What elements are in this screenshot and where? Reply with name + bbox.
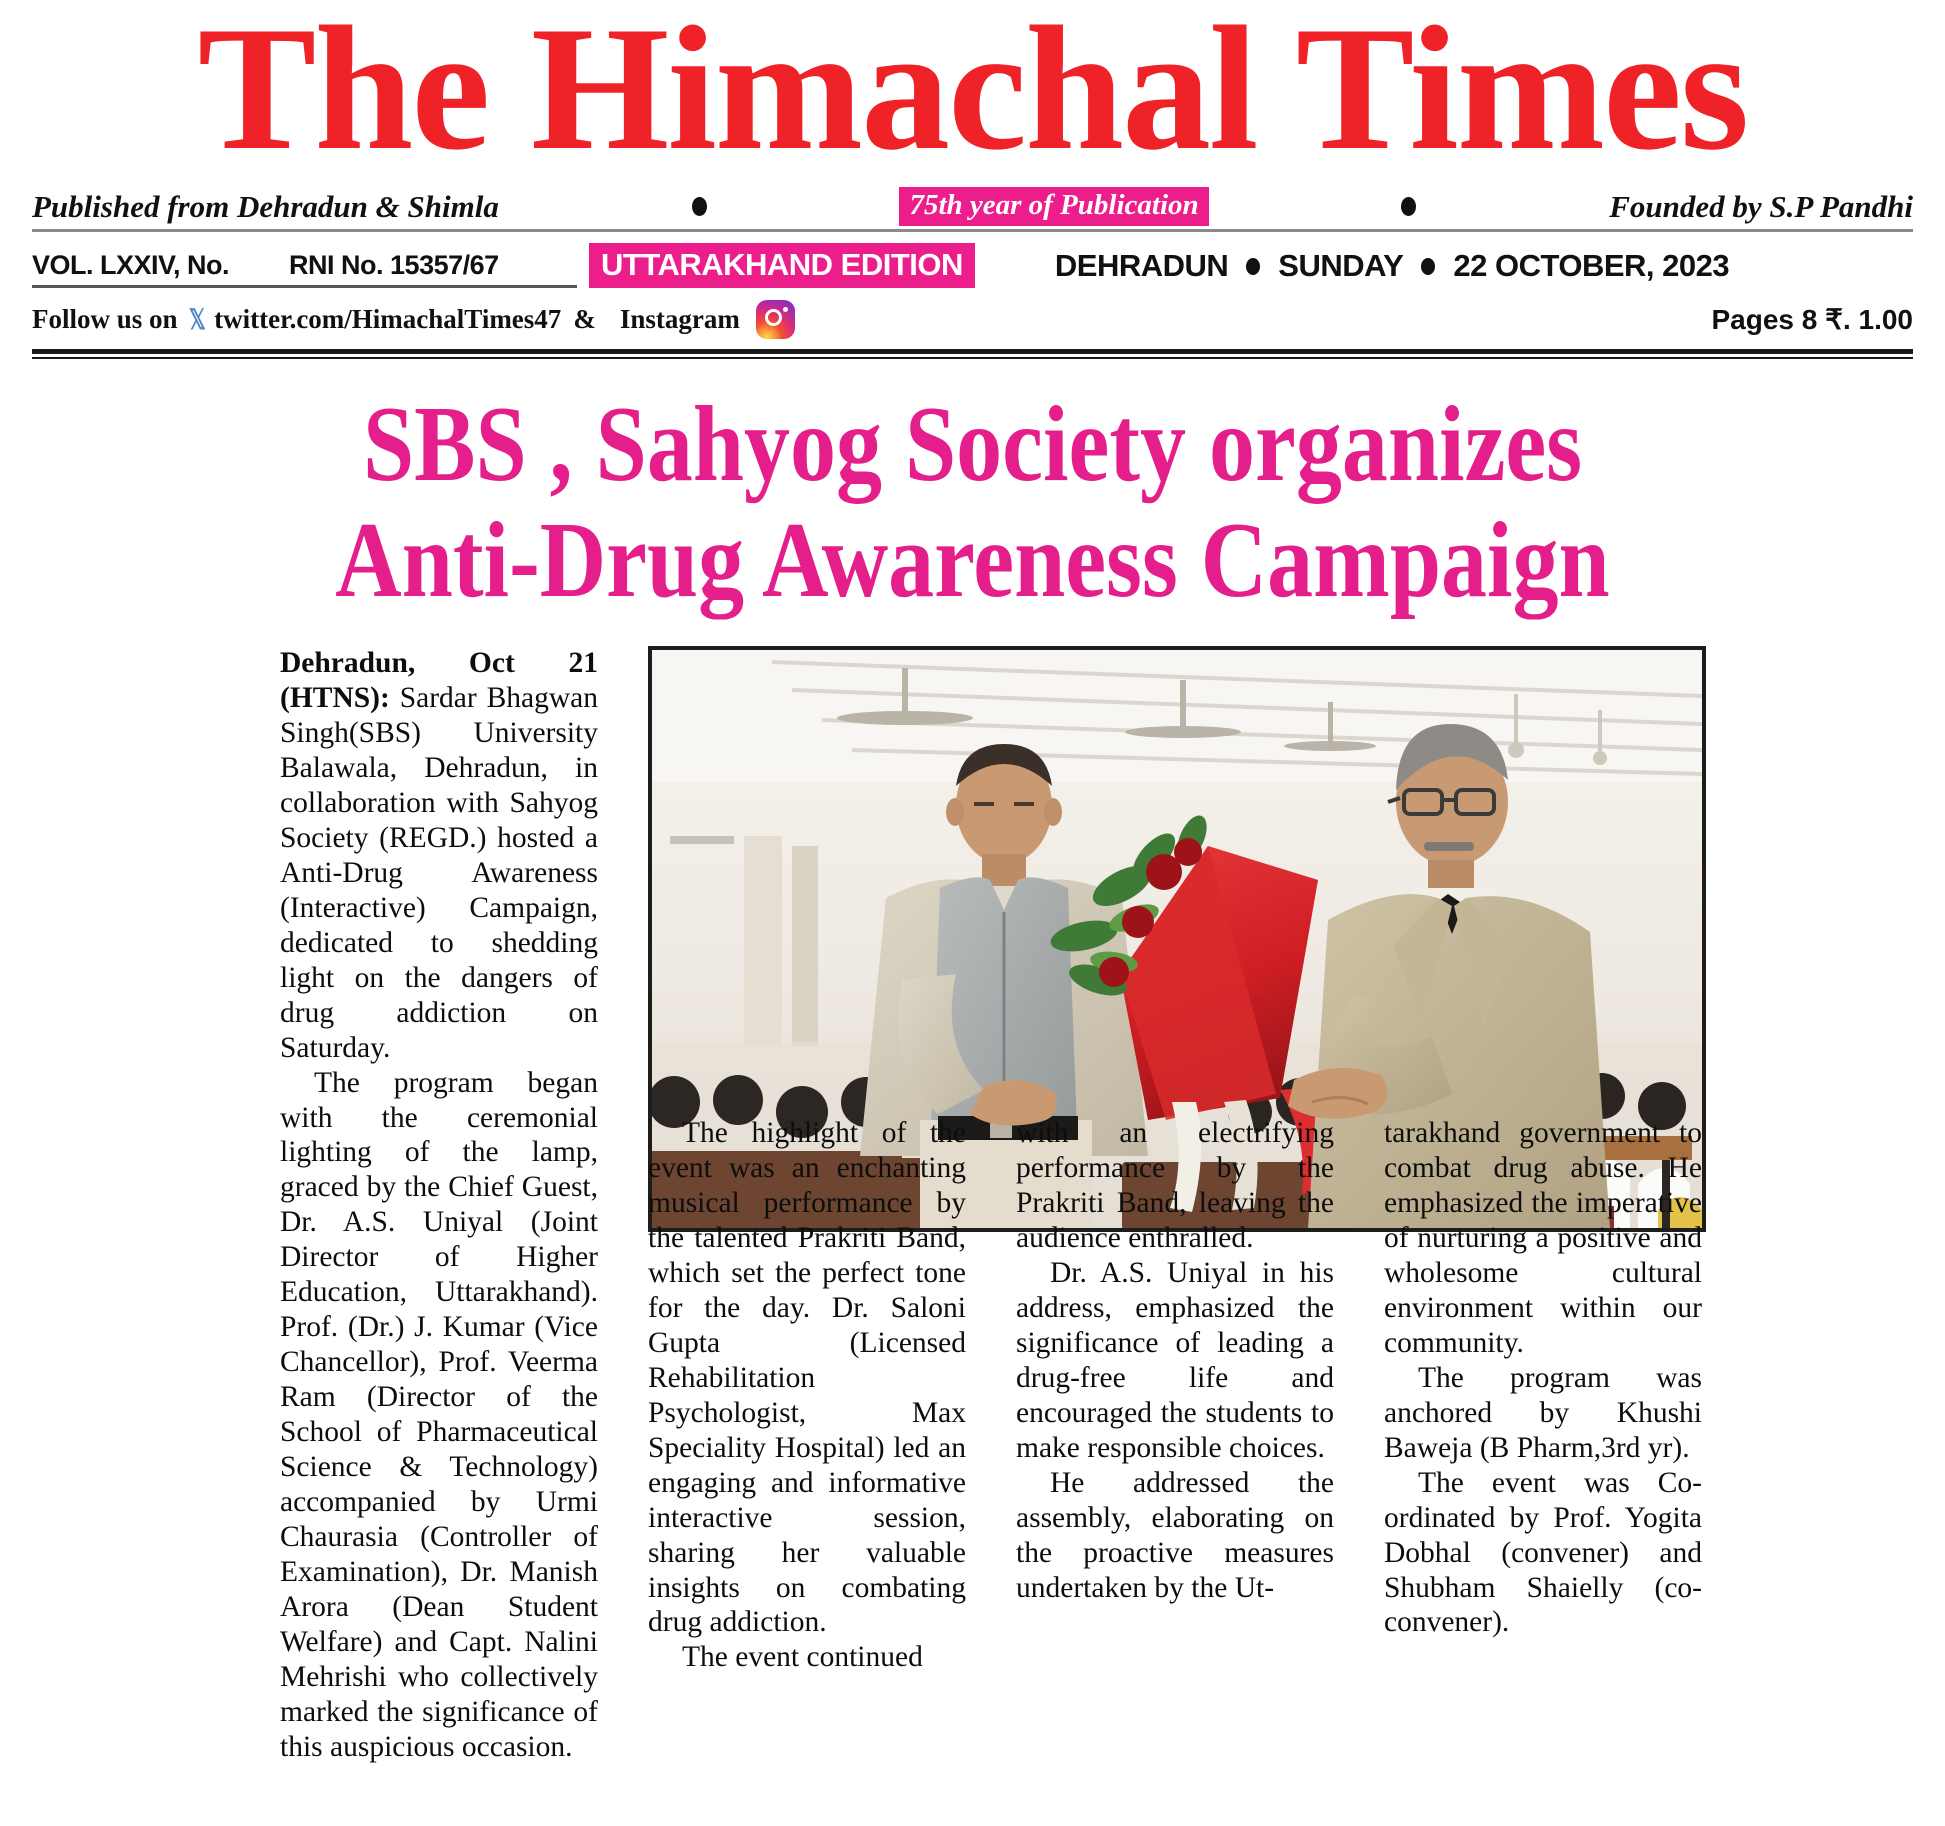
social-links-group xyxy=(32,300,795,339)
article-paragraph: The event continued xyxy=(682,1641,923,1674)
founder-label: Founded by S.P Pandhi xyxy=(1609,188,1913,224)
article-column-2 xyxy=(648,1116,966,1675)
pages-and-price: Pages 8 ₹. 1.00 xyxy=(1711,304,1913,336)
headline-line-1: SBS , Sahyog Society organizes xyxy=(362,383,1583,504)
bullet-separator-icon xyxy=(1246,258,1260,275)
article-paragraph: He addressed the assembly, elaborating on the proactive measures undertaken by the Ut- xyxy=(1016,1466,1334,1604)
follow-us-label: Follow us on xyxy=(32,304,178,335)
published-from-label: Published from Dehradun & Shimla xyxy=(32,188,499,224)
dateline xyxy=(1055,248,1729,288)
article-paragraph: Dr. A.S. Uniyal in his address, emphasized the significance of leading a drug-free life and encouraged the students to make responsible choices. xyxy=(1016,1256,1334,1464)
ampersand-separator: & xyxy=(573,304,596,335)
anniversary-badge: 75th year of Publication xyxy=(899,187,1208,226)
dateline-city: DEHRADUN xyxy=(1054,248,1229,284)
bullet-separator-icon xyxy=(692,197,707,216)
volume-number: VOL. LXXIV, No. xyxy=(32,250,230,281)
masthead-divider-thick xyxy=(32,349,1913,354)
article-column-4 xyxy=(1384,1116,1702,1640)
masthead-divider-thin xyxy=(32,357,1913,359)
social-follow-row xyxy=(32,300,1913,339)
article-column-1 xyxy=(280,646,598,1765)
edition-badge: UTTARAKHAND EDITION xyxy=(589,243,975,288)
dateline-date: 22 OCTOBER, 2023 xyxy=(1453,248,1730,284)
article-paragraph xyxy=(280,646,598,1065)
article-column-3 xyxy=(1016,1116,1334,1605)
article-lede-text: Sardar Bhagwan Singh(SBS) University Balawala, Dehradun, in collaboration with Sahyog Society (REGD.) hosted a Anti-Drug Awareness (Interactive) Campaign, dedicated to shedding light on the dangers of drug addiction on Saturday. xyxy=(280,682,598,1064)
article-paragraph: The event was Co-ordinated by Prof. Yogita Dobhal (convener) and Shubham Shaielly (co-convener). xyxy=(1384,1466,1702,1639)
twitter-handle-link[interactable]: twitter.com/HimachalTimes47 xyxy=(214,304,562,335)
headline-line-2: Anti-Drug Awareness Campaign xyxy=(335,498,1610,619)
article-paragraph: The program began with the ceremonial lighting of the lamp, graced by the Chief Guest, Dr. A.S. Uniyal (Joint Director of Higher Education, Uttarakhand). Prof. (Dr.) J. Kumar (Vice Chancellor), Prof. Veerma Ram (Director of the School of Pharmaceutical Science & Technology) accompanied by Urmi Chaurasia (Controller of Examination), Dr. Manish Arora (Dean Student Welfare) and Capt. Nalini Mehrishi who collectively marked the significance of this auspicious occasion. xyxy=(280,1066,598,1763)
masthead xyxy=(0,0,1945,359)
volume-rni-group xyxy=(32,250,577,288)
instagram-icon[interactable] xyxy=(756,300,795,339)
article-body xyxy=(280,646,1765,1826)
newspaper-title: The Himachal Times xyxy=(197,0,1748,187)
twitter-x-icon[interactable]: 𝕏 xyxy=(188,304,206,336)
article-paragraph: The highlight of the event was an enchanting musical performance by the talented Prakriti Band, which set the perfect tone for the day. Dr. Saloni Gupta (Licensed Rehabilitation Psychologist, Max Speciality Hospital) led an engaging and informative interactive session, sharing her valuable insights on combating drug addiction. xyxy=(648,1117,966,1639)
masthead-strapline xyxy=(32,187,1913,232)
volume-dateline-row xyxy=(32,240,1913,288)
rni-number: RNI No. 15357/67 xyxy=(289,250,499,281)
bullet-separator-icon xyxy=(1401,197,1416,216)
article-dateline-kicker: Dehradun, Oct 21 (HTNS): xyxy=(280,647,598,715)
article-paragraph: tarakhand government to combat drug abuse. He emphasized the imperative of nurturing a positive and wholesome cultural environment within our community. xyxy=(1384,1117,1702,1359)
bullet-separator-icon xyxy=(1421,258,1435,275)
instagram-label[interactable]: Instagram xyxy=(619,304,740,335)
article-paragraph: with an electrifying performance by the Prakriti Band, leaving the audience enthralled. xyxy=(1016,1117,1334,1254)
dateline-day: SUNDAY xyxy=(1278,248,1404,284)
article-headline xyxy=(120,383,1825,619)
article-paragraph: The program was anchored by Khushi Baweja (B Pharm,3rd yr). xyxy=(1384,1361,1702,1464)
